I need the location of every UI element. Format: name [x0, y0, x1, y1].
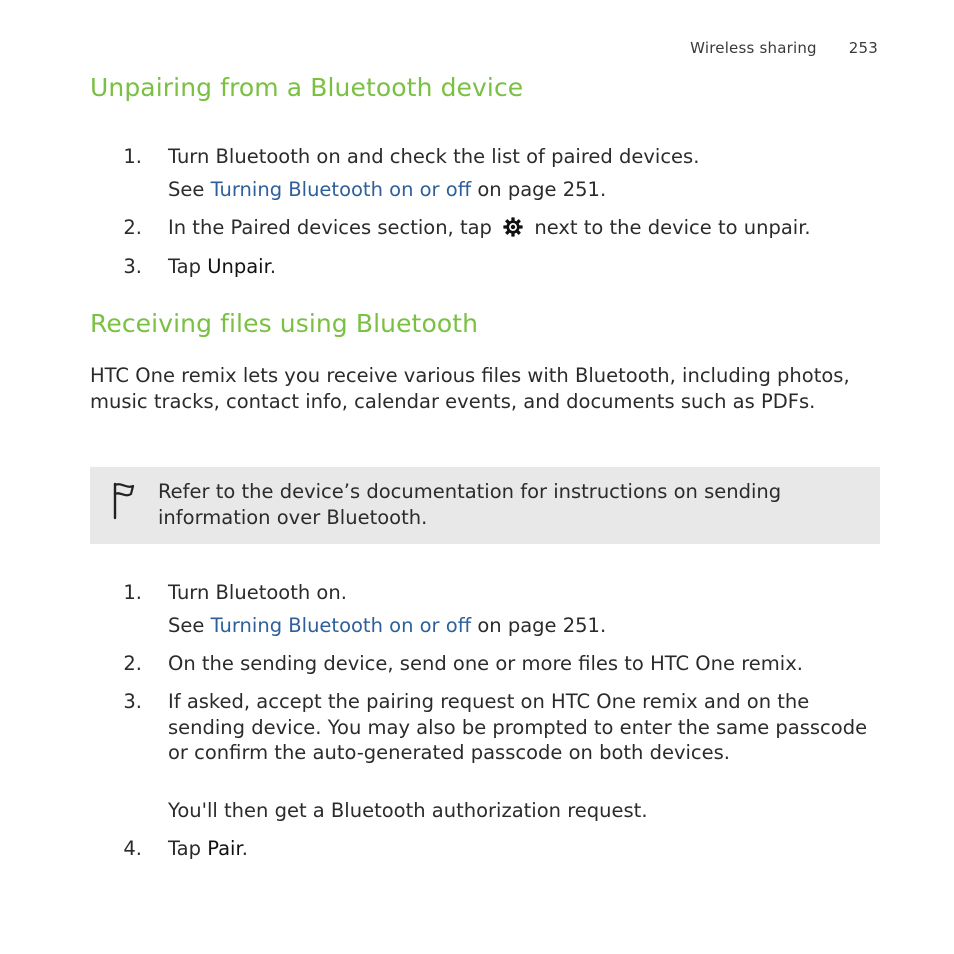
unpair-label: Unpair — [207, 255, 270, 278]
step-extra: You'll then get a Bluetooth authorization request. — [168, 798, 648, 822]
see-suffix: on page 251. — [471, 177, 607, 201]
step-number: 4. — [123, 837, 142, 860]
see-also — [168, 613, 880, 639]
step-text: Turn Bluetooth on and check the list of paired devices. — [168, 145, 700, 168]
section-title-receiving: Receiving files using Bluetooth — [90, 309, 479, 338]
step-text-post: . — [241, 837, 248, 860]
step-text-pre: Tap — [168, 837, 208, 860]
flag-icon — [110, 481, 136, 521]
link-turning-bluetooth-on-off[interactable]: Turning Bluetooth on or off — [210, 177, 472, 201]
gear-icon — [502, 216, 524, 238]
step-text-pre: Tap — [168, 255, 208, 278]
step-text-pre: In the Paired devices section, tap — [168, 216, 499, 239]
page-number: 253 — [848, 39, 878, 57]
section-title-unpairing: Unpairing from a Bluetooth device — [90, 73, 524, 102]
step-text-post: next to the device to unpair. — [528, 216, 811, 239]
running-header — [690, 39, 878, 57]
step-text-post: . — [269, 255, 277, 278]
see-also — [168, 177, 880, 203]
step-text: If asked, accept the pairing request on HTC One remix and on the sending device. You may also be prompted to enter the same passcode or confirm the auto-generated passcode on both devices. — [168, 690, 868, 764]
step-number: 2. — [123, 652, 142, 675]
step-text: Turn Bluetooth on. — [168, 581, 347, 604]
intro-paragraph: HTC One remix lets you receive various files with Bluetooth, including photos, music tracks, contact info, calendar events, and documents such as PDFs. — [90, 364, 850, 413]
see-prefix: See — [168, 613, 211, 637]
link-turning-bluetooth-on-off[interactable]: Turning Bluetooth on or off — [210, 613, 472, 637]
step-text: On the sending device, send one or more files to HTC One remix. — [168, 652, 803, 675]
note-text: Refer to the device’s documentation for instructions on sending information over Bluetooth. — [158, 480, 782, 529]
step-number: 1. — [123, 145, 142, 168]
see-prefix: See — [168, 177, 211, 201]
step-number: 2. — [123, 216, 142, 239]
note-box — [90, 467, 880, 544]
step-number: 3. — [123, 255, 142, 278]
step-number: 3. — [123, 690, 142, 713]
header-section: Wireless sharing — [690, 39, 817, 57]
step-number: 1. — [123, 581, 142, 604]
pair-label: Pair — [207, 837, 242, 860]
see-suffix: on page 251. — [471, 613, 607, 637]
